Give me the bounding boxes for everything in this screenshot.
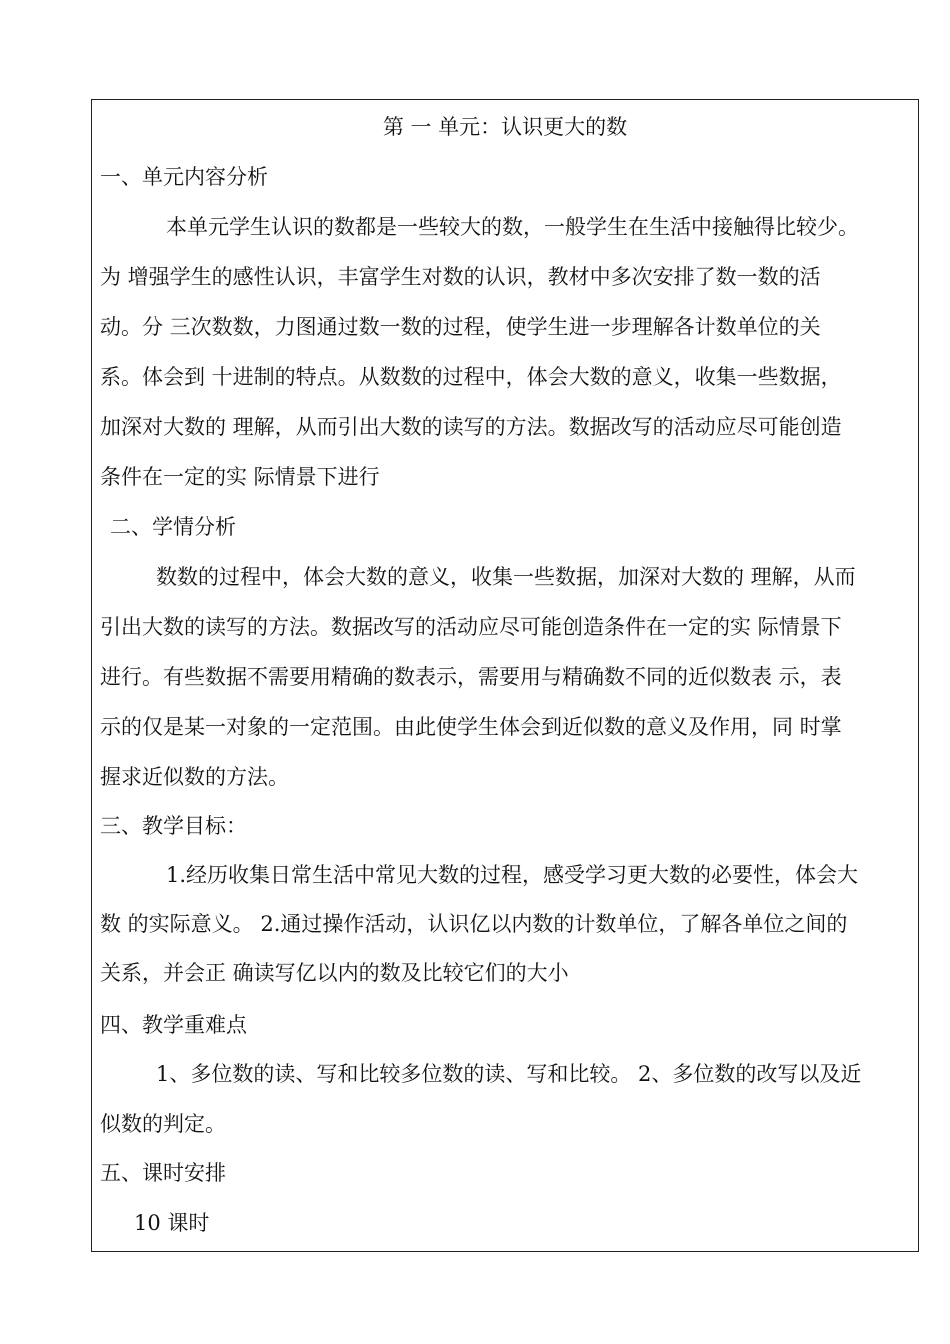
- paragraph-line: 10 课时: [134, 1211, 210, 1235]
- page-title: 第 一 单元：认识更大的数: [382, 115, 628, 139]
- paragraph-line: 数 的实际意义。 2.通过操作活动，认识亿以内数的计数单位，了解各单位之间的: [100, 912, 848, 936]
- paragraph-line: 示的仅是某一对象的一定范围。由此使学生体会到近似数的意义及作用，同 时掌: [100, 715, 842, 739]
- paragraph-line: 进行。有些数据不需要用精确的数表示，需要用与精确数不同的近似数表 示，表: [100, 665, 842, 689]
- paragraph-line: 本单元学生认识的数都是一些较大的数，一般学生在生活中接触得比较少。: [166, 215, 859, 239]
- paragraph-line: 引出大数的读写的方法。数据改写的活动应尽可能创造条件在一定的实 际情景下: [100, 615, 842, 639]
- paragraph-line: 条件在一定的实 际情景下进行: [100, 465, 380, 489]
- section-heading-schedule: 五、课时安排: [100, 1161, 226, 1185]
- paragraph-line: 1、多位数的读、写和比较多位数的读、写和比较。 2、多位数的改写以及近: [156, 1062, 862, 1086]
- paragraph-line: 加深对大数的 理解，从而引出大数的读写的方法。数据改写的活动应尽可能创造: [100, 415, 842, 439]
- paragraph-line: 数数的过程中，体会大数的意义，收集一些数据，加深对大数的 理解，从而: [156, 565, 856, 589]
- section-heading-content-analysis: 一、单元内容分析: [100, 165, 268, 189]
- paragraph-line: 系。体会到 十进制的特点。从数数的过程中，体会大数的意义，收集一些数据，: [100, 365, 842, 389]
- paragraph-line: 动。分 三次数数，力图通过数一数的过程，使学生进一步理解各计数单位的关: [100, 315, 821, 339]
- section-heading-key-difficulties: 四、教学重难点: [100, 1013, 247, 1037]
- paragraph-line: 似数的判定。: [100, 1112, 226, 1136]
- paragraph-line: 1.经历收集日常生活中常见大数的过程，感受学习更大数的必要性，体会大: [166, 863, 859, 887]
- paragraph-line: 为 增强学生的感性认识，丰富学生对数的认识，教材中多次安排了数一数的活: [100, 265, 821, 289]
- section-heading-student-analysis: 二、学情分析: [110, 515, 236, 539]
- section-heading-teaching-goals: 三、教学目标：: [100, 814, 247, 838]
- paragraph-line: 关系，并会正 确读写亿以内的数及比较它们的大小: [100, 961, 569, 985]
- paragraph-line: 握求近似数的方法。: [100, 765, 289, 789]
